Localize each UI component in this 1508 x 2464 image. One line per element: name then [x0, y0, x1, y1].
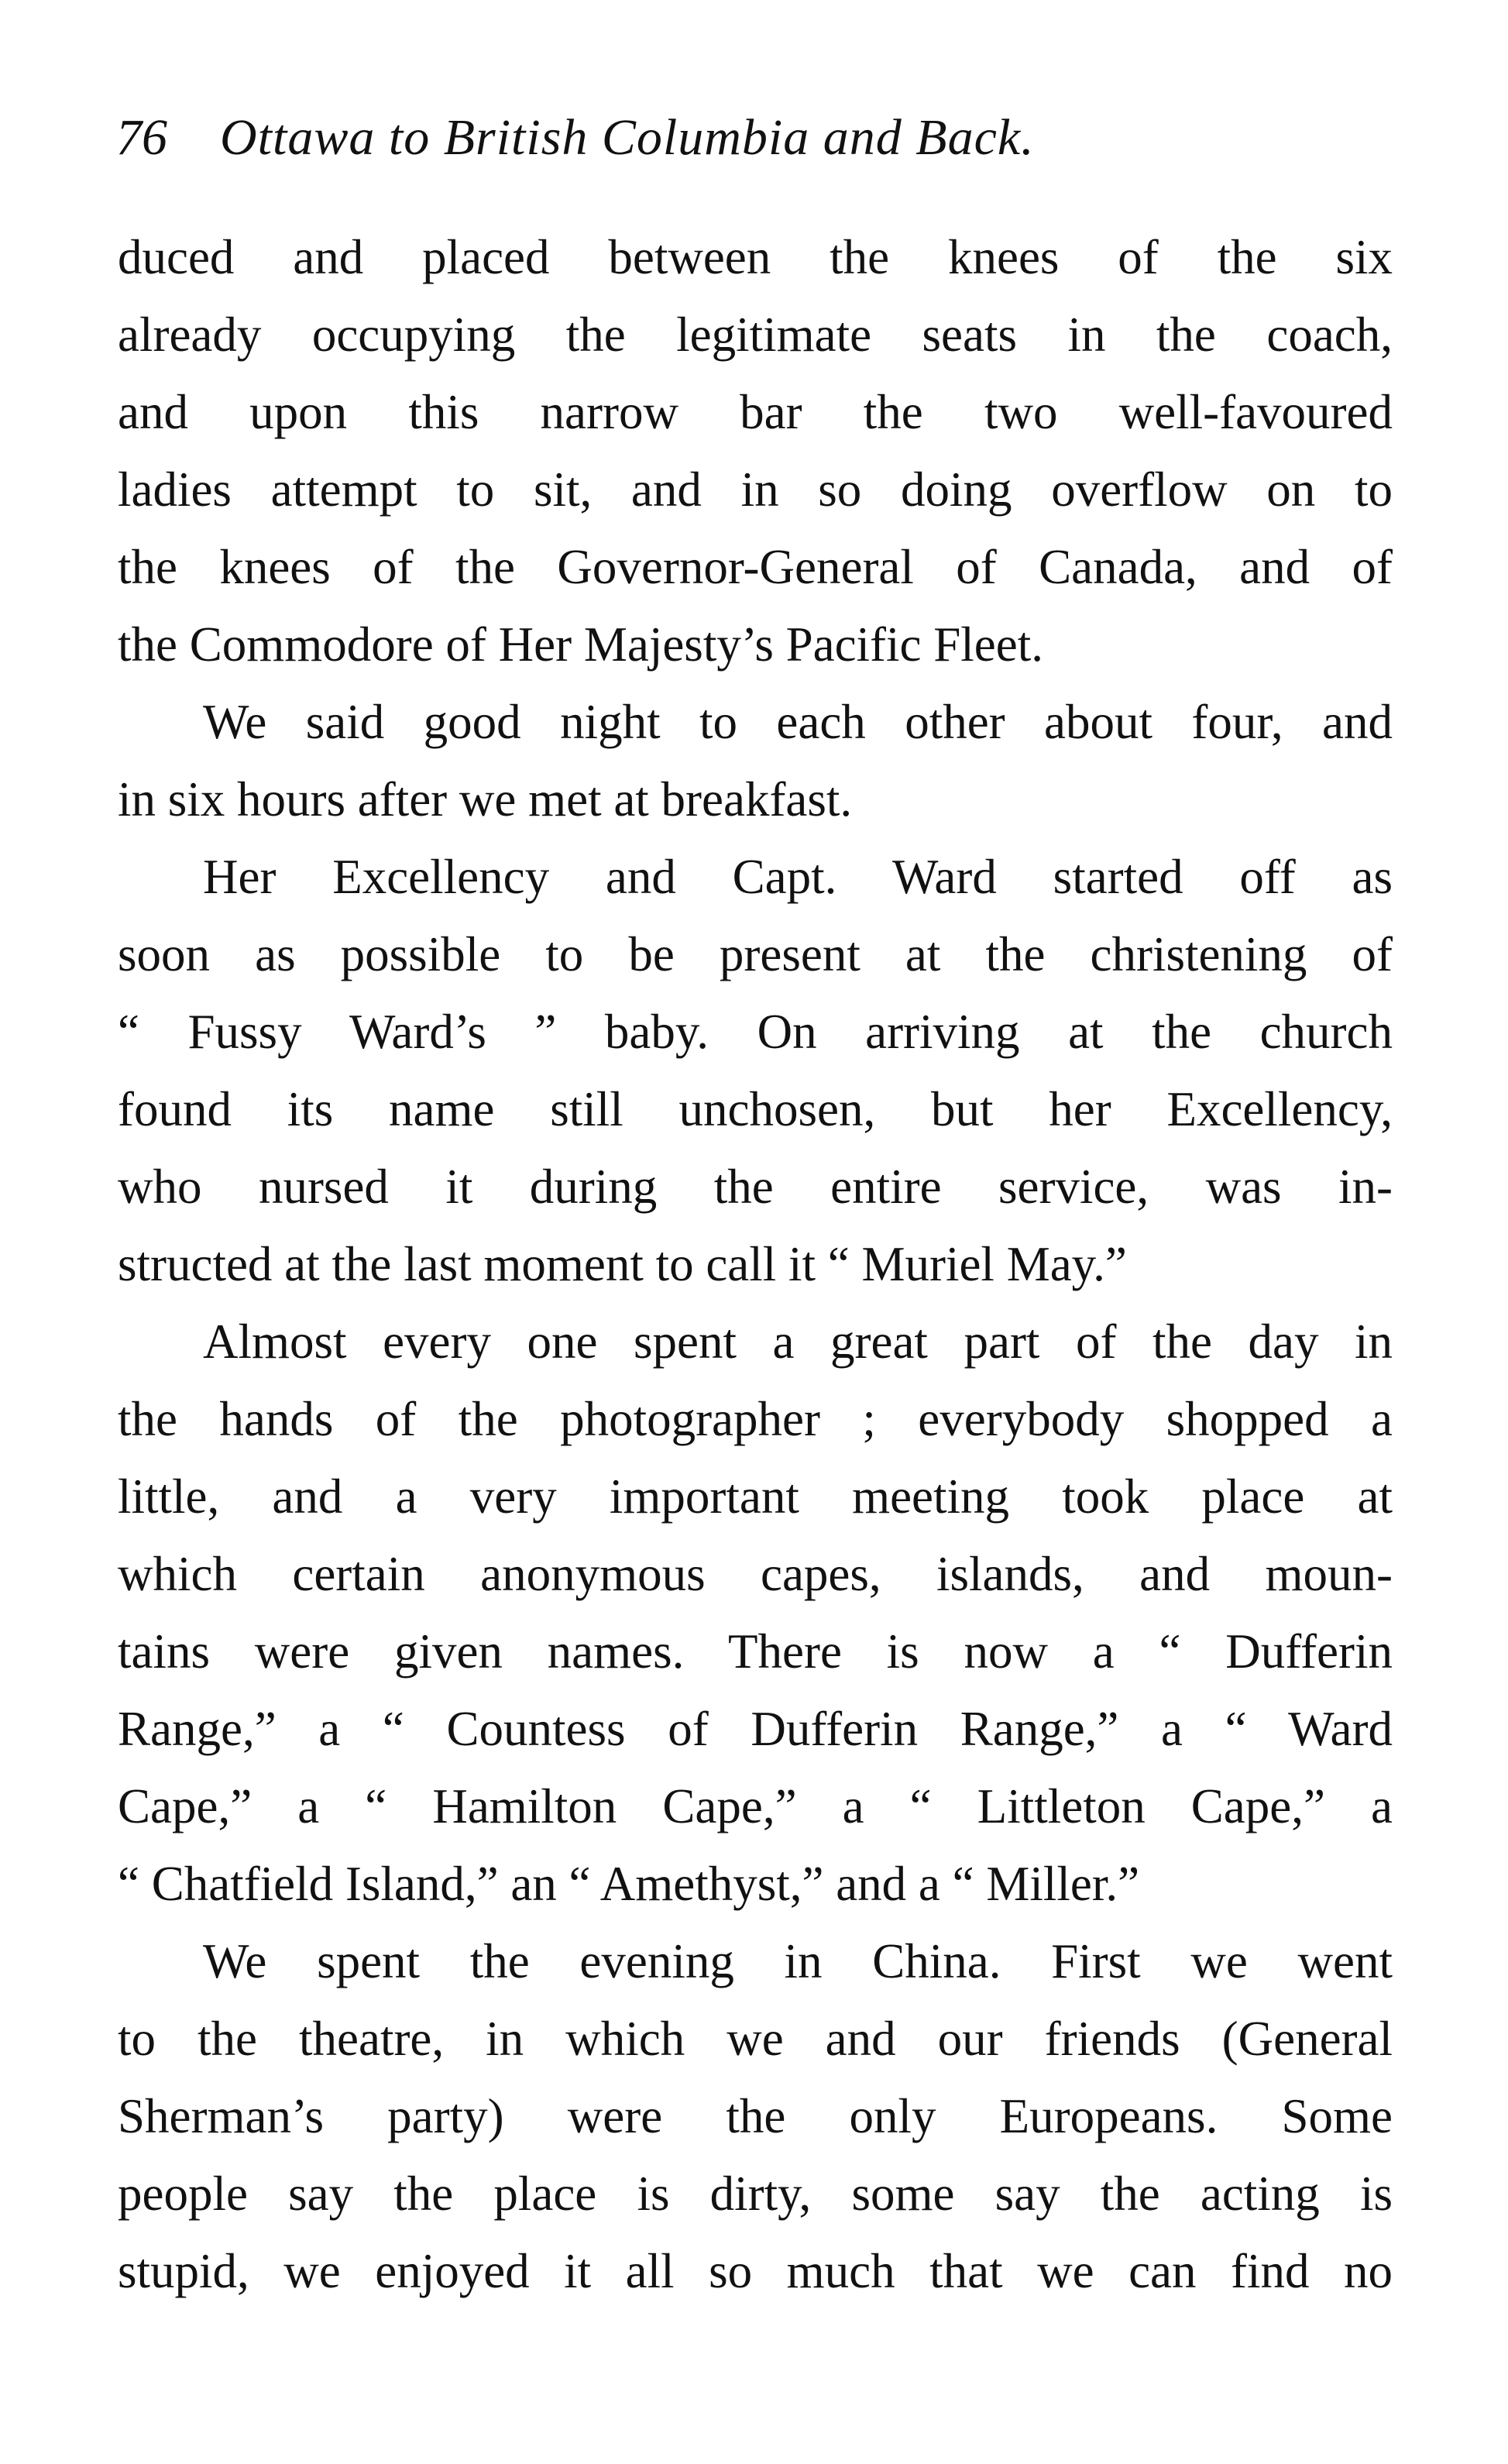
text-line: duced and placed between the knees of the six — [118, 230, 1393, 284]
text-line: We said good night to each other about four, and — [203, 695, 1393, 749]
text-line: the hands of the photographer ; everybody shopped a — [118, 1392, 1393, 1446]
text-line: found its name still unchosen, but her Excellency, — [118, 1082, 1393, 1136]
page-number: 76 — [116, 109, 167, 166]
text-line: and upon this narrow bar the two well-favoured — [118, 385, 1393, 439]
running-head — [116, 108, 1035, 178]
text-line: structed at the last moment to call it “ Muriel May.” — [118, 1237, 1127, 1291]
text-line: Almost every one spent a great part of the day in — [203, 1314, 1393, 1369]
text-line: people say the place is dirty, some say the acting is — [118, 2167, 1393, 2221]
text-line: “ Chatfield Island,” an “ Amethyst,” and a “ Miller.” — [118, 1857, 1140, 1911]
text-line: Range,” a “ Countess of Dufferin Range,” a “ Ward — [118, 1702, 1393, 1756]
text-line: soon as possible to be present at the christening of — [118, 927, 1393, 981]
text-line: We spent the evening in China. First we went — [203, 1934, 1393, 1988]
running-title: Ottawa to British Columbia and Back. — [220, 109, 1035, 166]
text-line: ladies attempt to sit, and in so doing overflow on to — [118, 462, 1393, 517]
text-line: who nursed it during the entire service, was in- — [118, 1160, 1393, 1214]
text-line: already occupying the legitimate seats in the coach, — [118, 308, 1393, 362]
text-line: the Commodore of Her Majesty’s Pacific Fleet. — [118, 617, 1043, 672]
text-line: the knees of the Governor-General of Canada, and of — [118, 540, 1393, 594]
text-line: in six hours after we met at breakfast. — [118, 772, 853, 826]
text-line: stupid, we enjoyed it all so much that we can find no — [118, 2244, 1393, 2298]
text-line: Cape,” a “ Hamilton Cape,” a “ Littleton Cape,” a — [118, 1779, 1393, 1833]
text-line: which certain anonymous capes, islands, and moun- — [118, 1547, 1393, 1601]
text-line: to the theatre, in which we and our friends (General — [118, 2012, 1393, 2066]
text-line: tains were given names. There is now a “ Dufferin — [118, 1624, 1393, 1679]
text-line: “ Fussy Ward’s ” baby. On arriving at the church — [118, 1005, 1393, 1059]
text-line: Her Excellency and Capt. Ward started off as — [203, 850, 1393, 904]
text-line: Sherman’s party) were the only Europeans. Some — [118, 2089, 1393, 2143]
body-text — [118, 218, 1393, 2310]
text-line: little, and a very important meeting took place at — [118, 1469, 1393, 1524]
